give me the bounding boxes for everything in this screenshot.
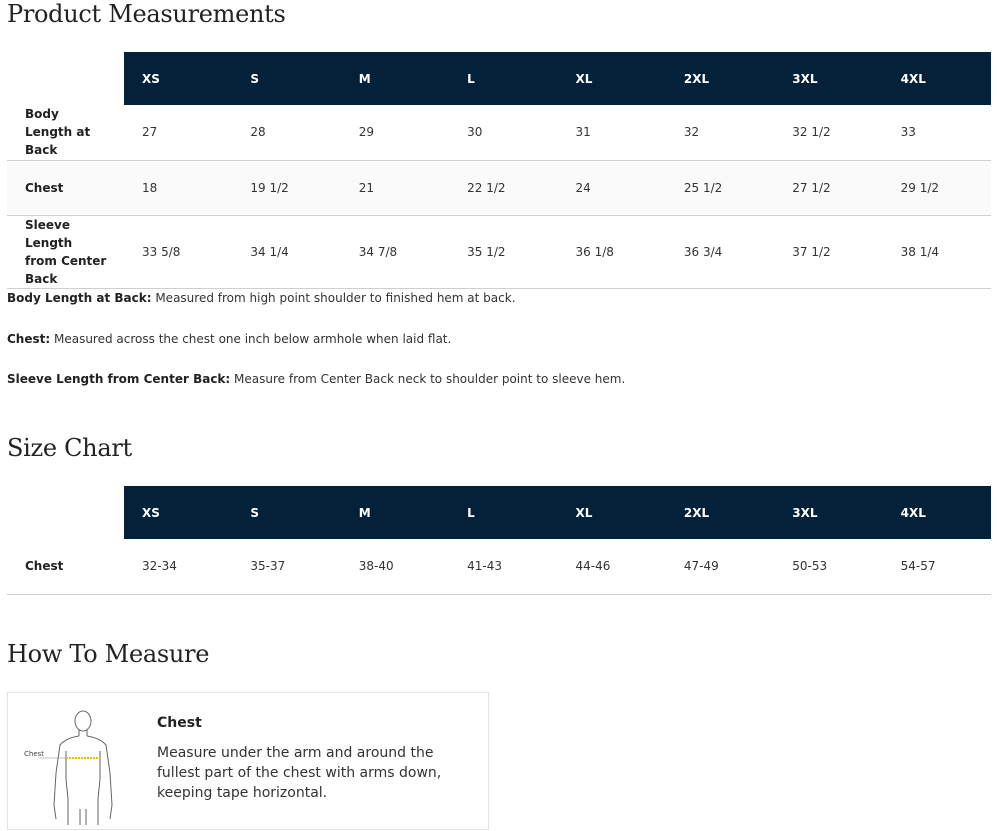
table-cell: 22 1/2 — [467, 180, 506, 195]
table-cell: 44-46 — [575, 559, 611, 574]
table-row — [7, 160, 991, 215]
size-header: L — [449, 486, 557, 539]
table-cell: 33 5/8 — [142, 244, 181, 259]
note-body-length: Body Length at Back: Measured from high point shoulder to finished hem at back. — [7, 291, 516, 305]
table-cell: 36 3/4 — [683, 244, 723, 259]
size-header: S — [232, 486, 340, 539]
table-cell: 25 1/2 — [683, 180, 723, 195]
size-header: 4XL — [883, 486, 991, 539]
size-chart-table — [7, 486, 991, 595]
size-header: 4XL — [883, 52, 991, 105]
table-cell: 33 — [900, 125, 916, 140]
table-cell: 31 — [575, 125, 591, 140]
table-cell: 24 — [575, 180, 591, 195]
size-header: 2XL — [666, 486, 774, 539]
how-to-measure-card — [7, 692, 489, 830]
table-cell: 36 1/8 — [575, 244, 614, 259]
table-cell: 54-57 — [900, 559, 936, 574]
size-header: XL — [558, 52, 666, 105]
table-cell: 27 — [142, 125, 158, 140]
table-cell: 27 1/2 — [792, 180, 831, 195]
measurements-table — [7, 52, 991, 289]
note-chest: Chest: Measured across the chest one inch below armhole when laid flat. — [7, 332, 452, 346]
size-header: XS — [124, 52, 232, 105]
figure-chest-label: Chest — [24, 750, 45, 758]
header-blank — [7, 52, 124, 105]
table-cell: 32 1/2 — [792, 125, 831, 140]
size-header: L — [449, 52, 557, 105]
measurements-header-row — [7, 52, 991, 105]
row-label: Chest — [25, 559, 64, 574]
body-figure-illustration — [22, 701, 132, 825]
row-label: Chest — [25, 180, 64, 195]
table-cell: 50-53 — [792, 559, 828, 574]
howto-item-title: Chest — [157, 715, 202, 731]
table-row — [7, 215, 991, 288]
table-row — [7, 539, 991, 594]
table-cell: 37 1/2 — [792, 244, 831, 259]
table-cell: 18 — [142, 180, 158, 195]
table-cell: 21 — [358, 180, 375, 195]
size-header: 3XL — [774, 52, 882, 105]
table-cell: 38 1/4 — [900, 244, 940, 259]
how-to-measure-title: How To Measure — [7, 640, 210, 668]
table-cell: 29 1/2 — [900, 180, 940, 195]
size-chart-header-row — [7, 486, 991, 539]
header-blank — [7, 486, 124, 539]
table-cell: 35-37 — [250, 559, 286, 574]
size-header: M — [341, 52, 449, 105]
table-cell: 29 — [358, 125, 375, 140]
size-chart-title: Size Chart — [7, 434, 132, 462]
row-label: Body Length at Back — [25, 107, 91, 158]
note-sleeve-length: Sleeve Length from Center Back: Measure from Center Back neck to shoulder point to sleeve hem. — [7, 372, 626, 386]
row-label: Sleeve Length from Center Back — [25, 217, 107, 286]
table-cell: 30 — [467, 125, 483, 140]
table-cell: 19 1/2 — [250, 180, 289, 195]
table-cell: 41-43 — [467, 559, 502, 574]
table-cell: 32 — [683, 125, 700, 140]
size-header: 3XL — [774, 486, 882, 539]
table-cell: 32-34 — [142, 559, 177, 574]
table-cell: 38-40 — [358, 559, 394, 574]
size-header: M — [341, 486, 449, 539]
size-header: 2XL — [666, 52, 774, 105]
table-cell: 34 1/4 — [250, 244, 289, 259]
measurements-title: Product Measurements — [7, 0, 286, 28]
size-header: S — [232, 52, 340, 105]
howto-item-text: Measure under the arm and around the fullest part of the chest with arms down, keeping tape horizontal. — [157, 745, 442, 801]
table-cell: 28 — [250, 125, 266, 140]
table-cell: 35 1/2 — [467, 244, 506, 259]
table-row — [7, 105, 991, 160]
table-cell: 47-49 — [683, 559, 719, 574]
size-header: XL — [558, 486, 666, 539]
table-cell: 34 7/8 — [358, 244, 398, 259]
size-header: XS — [124, 486, 232, 539]
